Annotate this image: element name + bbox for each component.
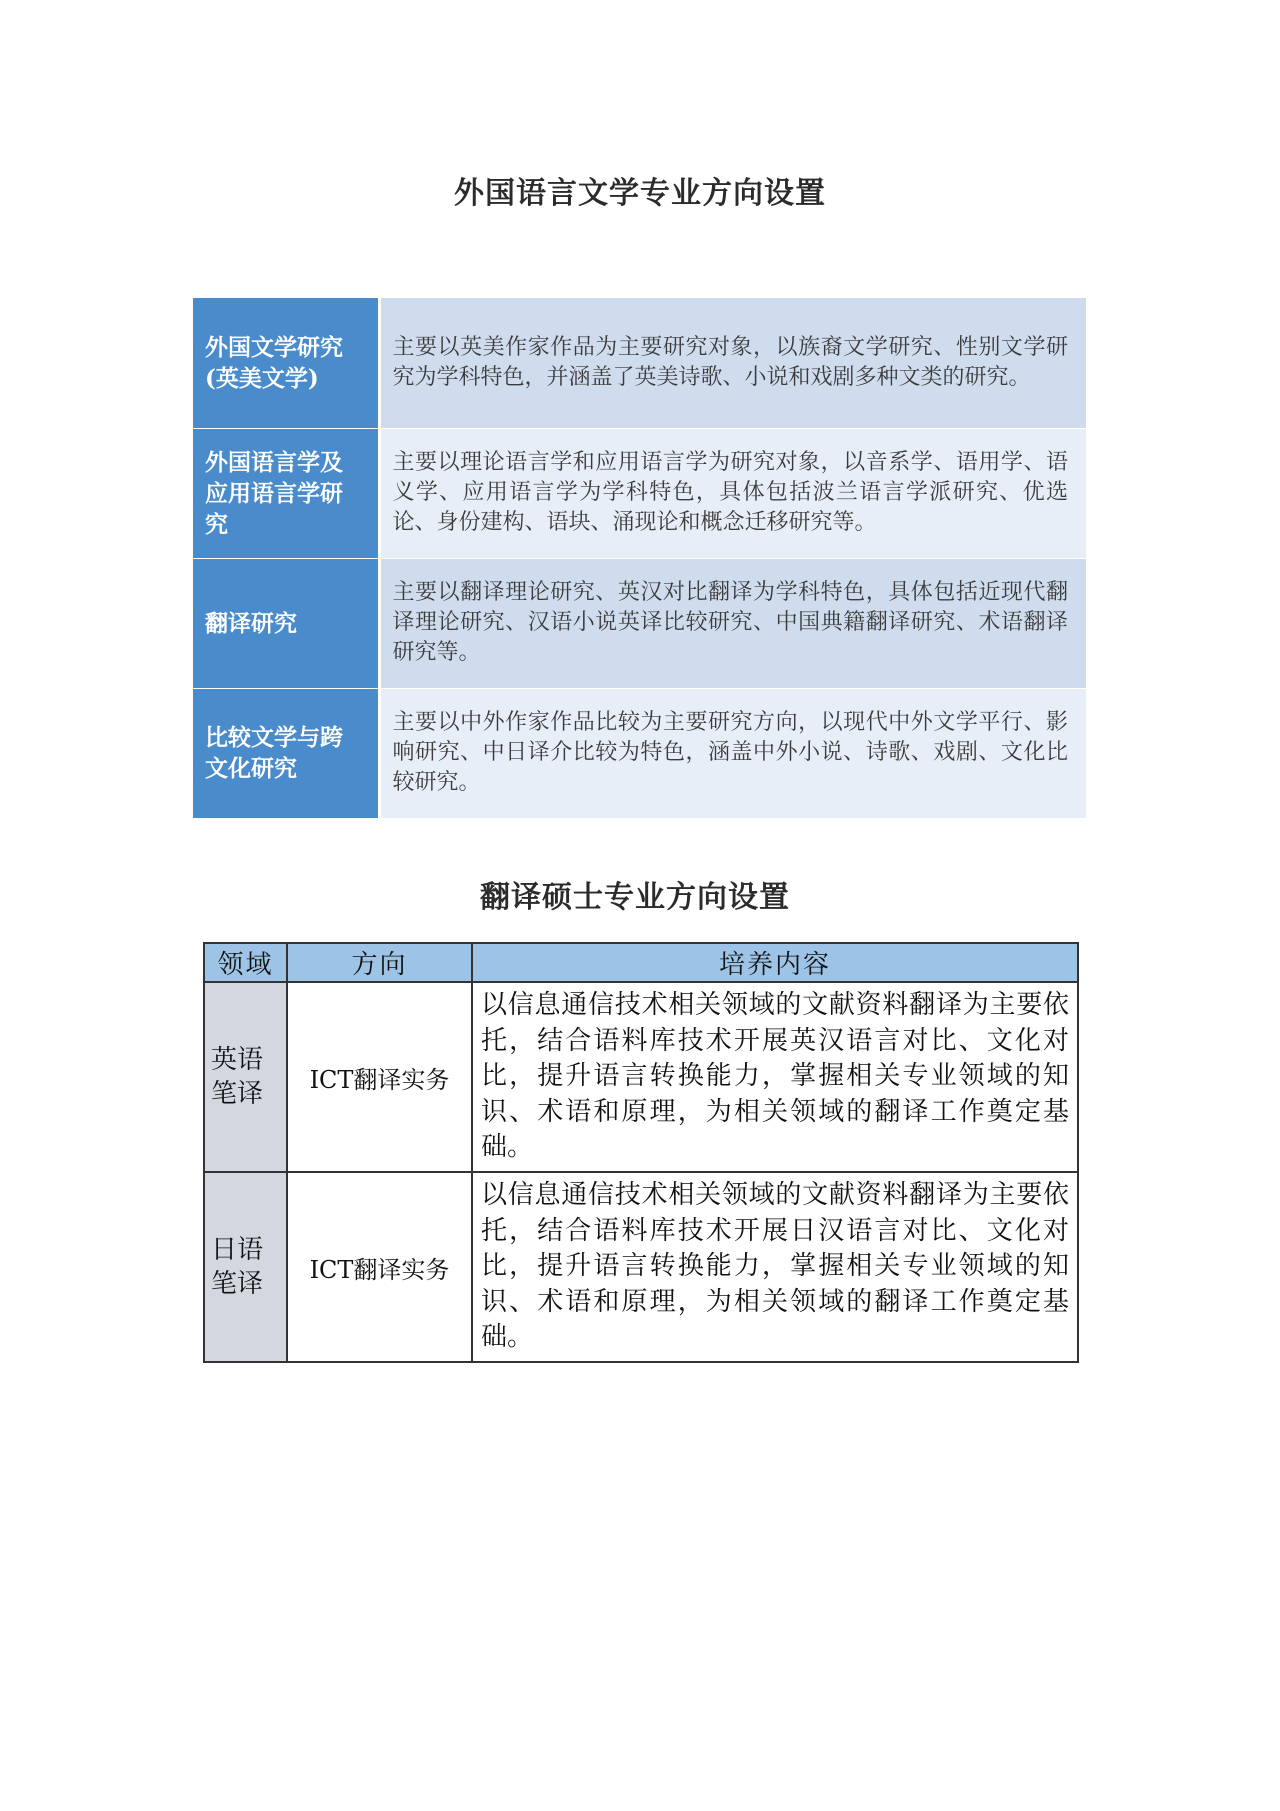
direction-description: 主要以中外作家作品比较为主要研究方向，以现代中外文学平行、影响研究、中日译介比较为特色，涵盖中外小说、诗歌、戏剧、文化比较研究。 [379,688,1086,818]
direction-label: 外国语言学及应用语言学研究 [193,428,379,558]
section-title-foreign-languages: 外国语言文学专业方向设置 [454,176,826,211]
table-row [204,982,1078,1172]
table-row [193,298,1086,428]
field-cell: 英语笔译 [204,982,287,1172]
table-header-row [204,943,1078,982]
direction-cell: ICT翻译实务 [287,982,472,1172]
direction-label: 翻译研究 [193,558,379,688]
section-title-translation-master: 翻译硕士专业方向设置 [480,880,790,915]
table-row [193,428,1086,558]
table-row [204,1172,1078,1362]
header-direction: 方向 [287,943,472,982]
direction-description: 主要以理论语言学和应用语言学为研究对象，以音系学、语用学、语义学、应用语言学为学科特色，具体包括波兰语言学派研究、优选论、身份建构、语块、涌现论和概念迁移研究等。 [379,428,1086,558]
table-row [193,558,1086,688]
content-cell: 以信息通信技术相关领域的文献资料翻译为主要依托，结合语料库技术开展英汉语言对比、文化对比，提升语言转换能力，掌握相关专业领域的知识、术语和原理，为相关领域的翻译工作奠定基础。 [472,982,1078,1172]
direction-description: 主要以英美作家作品为主要研究对象，以族裔文学研究、性别文学研究为学科特色，并涵盖了英美诗歌、小说和戏剧多种文类的研究。 [379,298,1086,428]
direction-cell: ICT翻译实务 [287,1172,472,1362]
direction-description: 主要以翻译理论研究、英汉对比翻译为学科特色，具体包括近现代翻译理论研究、汉语小说英译比较研究、中国典籍翻译研究、术语翻译研究等。 [379,558,1086,688]
field-cell: 日语笔译 [204,1172,287,1362]
direction-label: 比较文学与跨文化研究 [193,688,379,818]
header-content: 培养内容 [472,943,1078,982]
direction-label: 外国文学研究(英美文学) [193,298,379,428]
table-row [193,688,1086,818]
content-cell: 以信息通信技术相关领域的文献资料翻译为主要依托，结合语料库技术开展日汉语言对比、文化对比，提升语言转换能力，掌握相关专业领域的知识、术语和原理，为相关领域的翻译工作奠定基础。 [472,1172,1078,1362]
foreign-languages-direction-table [193,298,1086,819]
translation-master-table [203,942,1079,1363]
header-field: 领域 [204,943,287,982]
